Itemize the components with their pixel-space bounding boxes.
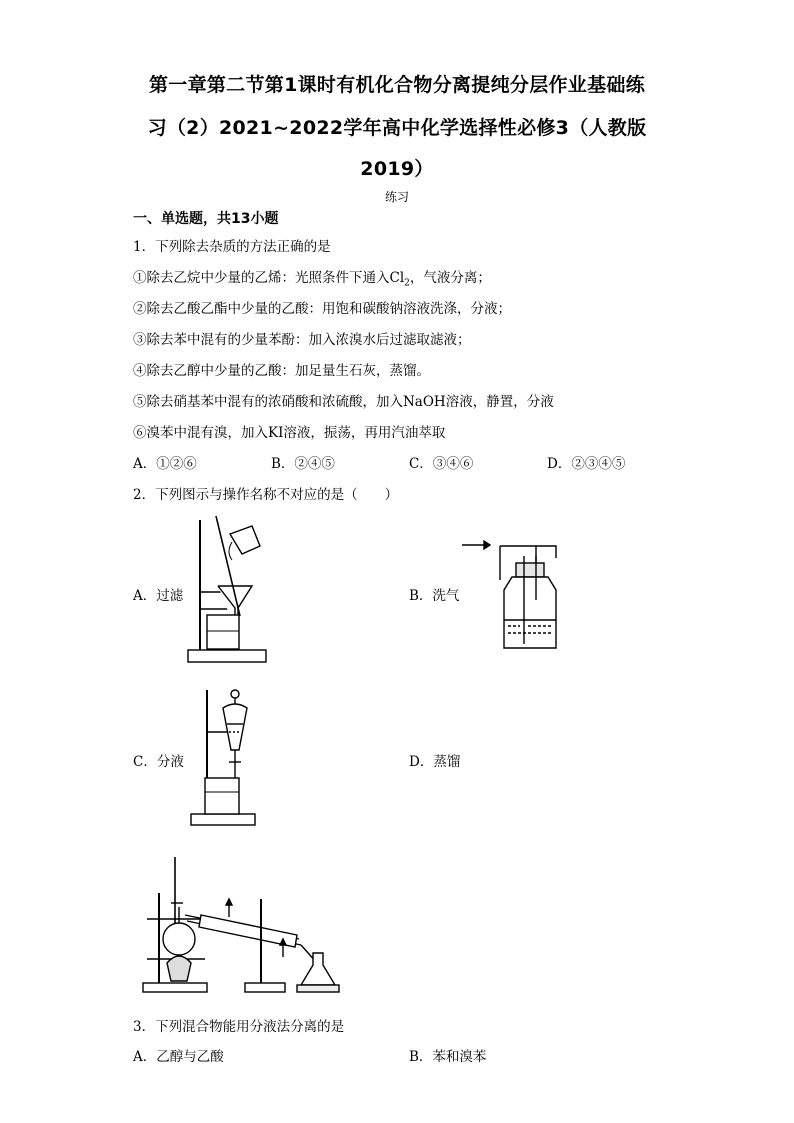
q1-item-1-tail: ，气液分离；: [409, 270, 491, 286]
gas-washing-bottle-figure: [462, 536, 562, 652]
distillation-apparatus-figure: [141, 855, 341, 995]
page-title-line-1: 第一章第二节第1课时有机化合物分离提纯分层作业基础练: [148, 74, 646, 96]
q2-option-c[interactable]: C．分液: [133, 754, 184, 770]
q1-option-c[interactable]: C．③④⑥: [409, 456, 474, 472]
q1-item-4: ④除去乙醇中少量的乙酸：加足量生石灰，蒸馏。: [133, 363, 430, 379]
q1-item-2: ②除去乙酸乙酯中少量的乙酸：用饱和碳酸钠溶液洗涤，分液；: [133, 301, 511, 317]
filtration-apparatus-figure: [186, 512, 278, 667]
page-title-line-2: 习（2）2021~2022学年高中化学选择性必修3（人教版: [147, 117, 647, 139]
q1-item-3: ③除去苯中混有的少量苯酚：加入浓溴水后过滤取滤液；: [133, 332, 471, 348]
q1-option-a[interactable]: A．①②⑥: [133, 456, 197, 472]
q2-stem: 2．下列图示与操作名称不对应的是（ ）: [133, 487, 399, 503]
q2-option-b[interactable]: B．洗气: [409, 588, 460, 604]
q1-item-6: ⑥溴苯中混有溴，加入KI溶液，振荡，再用汽油萃取: [133, 425, 446, 441]
q1-option-b[interactable]: B．②④⑤: [271, 456, 335, 472]
subtitle: 练习: [384, 190, 409, 204]
q1-stem: 1．下列除去杂质的方法正确的是: [133, 239, 331, 255]
q2-option-a[interactable]: A．过滤: [133, 588, 184, 604]
q1-item-5: ⑤除去硝基苯中混有的浓硝酸和浓硫酸，加入NaOH溶液，静置，分液: [133, 394, 554, 410]
page-title-line-3: 2019）: [360, 158, 434, 180]
q1-item-1-sub: 2: [404, 278, 410, 289]
q3-option-a[interactable]: A．乙醇与乙酸: [133, 1049, 224, 1065]
q1-item-1-text: ①除去乙烷中少量的乙烯：光照条件下通入Cl: [133, 270, 405, 286]
q3-option-b[interactable]: B．苯和溴苯: [409, 1049, 487, 1065]
q3-stem: 3．下列混合物能用分液法分离的是: [133, 1019, 345, 1035]
section-heading: 一、单选题，共13小题: [133, 211, 279, 227]
q1-option-d[interactable]: D．②③④⑤: [547, 456, 626, 472]
q2-option-d[interactable]: D．蒸馏: [409, 754, 461, 770]
q1-item-1: [133, 266, 491, 289]
separatory-funnel-figure: [189, 688, 259, 828]
